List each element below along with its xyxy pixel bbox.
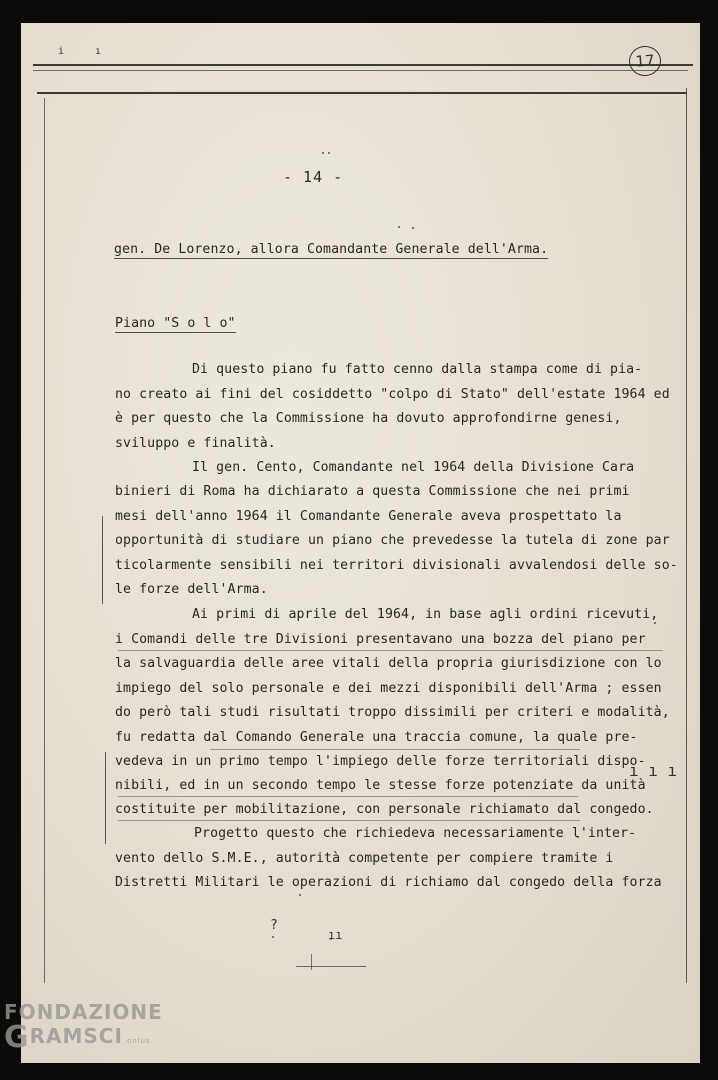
folio-number: 17 [628, 45, 662, 77]
text-line: ticolarmente sensibili nei territori divisionali avvalendosi delle so- [115, 558, 678, 573]
speck [398, 226, 400, 228]
text-line: Progetto questo che richiedeva necessariamente l'inter- [194, 826, 637, 841]
text-line: binieri di Roma ha dichiarato a questa Commissione che nei primi [115, 484, 630, 499]
text-line: la salvaguardia delle aree vitali della propria giurisdizione con lo [115, 656, 662, 671]
frame-top-rule [37, 92, 687, 94]
top-rule-2 [33, 70, 688, 71]
watermark-line-2 [4, 1020, 163, 1055]
heading-line: gen. De Lorenzo, allora Comandante Generale dell'Arma. [114, 242, 549, 257]
text-line: vento dello S.M.E., autorità competente per compiere tramite i [115, 851, 614, 866]
text-line: Distretti Militari le operazioni di richiamo dal congedo della forza [115, 875, 662, 890]
fondazione-gramsci-watermark [4, 1000, 163, 1053]
handwritten-underline [118, 796, 578, 797]
handwritten-underline [118, 650, 663, 651]
speck [412, 227, 414, 229]
watermark-suffix: onlus [126, 1037, 151, 1045]
page-number: - 14 - [283, 168, 344, 186]
speck [654, 622, 656, 624]
watermark-rest: RAMSCI [29, 1024, 123, 1048]
margin-mark: ı ı ı [629, 761, 678, 780]
text-line: è per questo che la Commissione ha dovuto approfondirne genesi, [115, 411, 622, 426]
watermark-line-1: FONDAZIONE [4, 1000, 163, 1024]
bottom-mark: ? [270, 918, 278, 933]
speck [328, 152, 330, 154]
section-title: Piano "S o l o" [115, 316, 236, 331]
text-line: opportunità di studiare un piano che prevedesse la tutela di zone par [115, 533, 670, 548]
watermark-initial: G [4, 1020, 30, 1055]
speck [299, 894, 301, 896]
text-line: Di questo piano fu fatto cenno dalla stampa come di pia- [192, 362, 643, 377]
bottom-mark: ıı [328, 928, 343, 942]
text-line: fu redatta dal Comando Generale una traccia comune, la quale pre- [115, 730, 638, 745]
margin-bracket [102, 516, 103, 604]
text-line: le forze dell'Arma. [115, 582, 268, 597]
text-line: mesi dell'anno 1964 il Comandante Generale aveva prospettato la [115, 509, 622, 524]
top-rule-1 [33, 64, 693, 66]
frame-right-line [686, 88, 687, 983]
frame-left-line [44, 98, 45, 983]
text-line: Il gen. Cento, Comandante nel 1964 della Divisione Cara [192, 460, 635, 475]
text-line: do però tali studi risultati troppo dissimili per criteri e modalità, [115, 705, 670, 720]
text-line: sviluppo e finalità. [115, 436, 276, 451]
handwritten-underline [210, 749, 580, 750]
bottom-stroke [296, 966, 366, 967]
text-line: costituite per mobilitazione, con personale richiamato dal congedo. [115, 802, 654, 817]
text-line: vedeva in un primo tempo l'impiego delle forze territoriali dispo- [115, 754, 646, 769]
speck [272, 936, 274, 938]
text-line: i Comandi delle tre Divisioni presentavano una bozza del piano per [115, 632, 646, 647]
corner-mark: i [58, 46, 65, 57]
corner-mark: ı [95, 46, 102, 57]
speck [322, 152, 324, 154]
handwritten-underline [118, 820, 580, 821]
bottom-stroke [311, 954, 312, 970]
text-line: no creato ai fini del cosiddetto "colpo di Stato" dell'estate 1964 ed [115, 387, 670, 402]
margin-bracket [105, 752, 106, 844]
text-line: impiego del solo personale e dei mezzi disponibili dell'Arma ; essen [115, 681, 662, 696]
text-line: nibili, ed in un secondo tempo le stesse forze potenziate da unità [115, 778, 646, 793]
text-line: Ai primi di aprile del 1964, in base agli ordini ricevuti, [192, 607, 659, 622]
